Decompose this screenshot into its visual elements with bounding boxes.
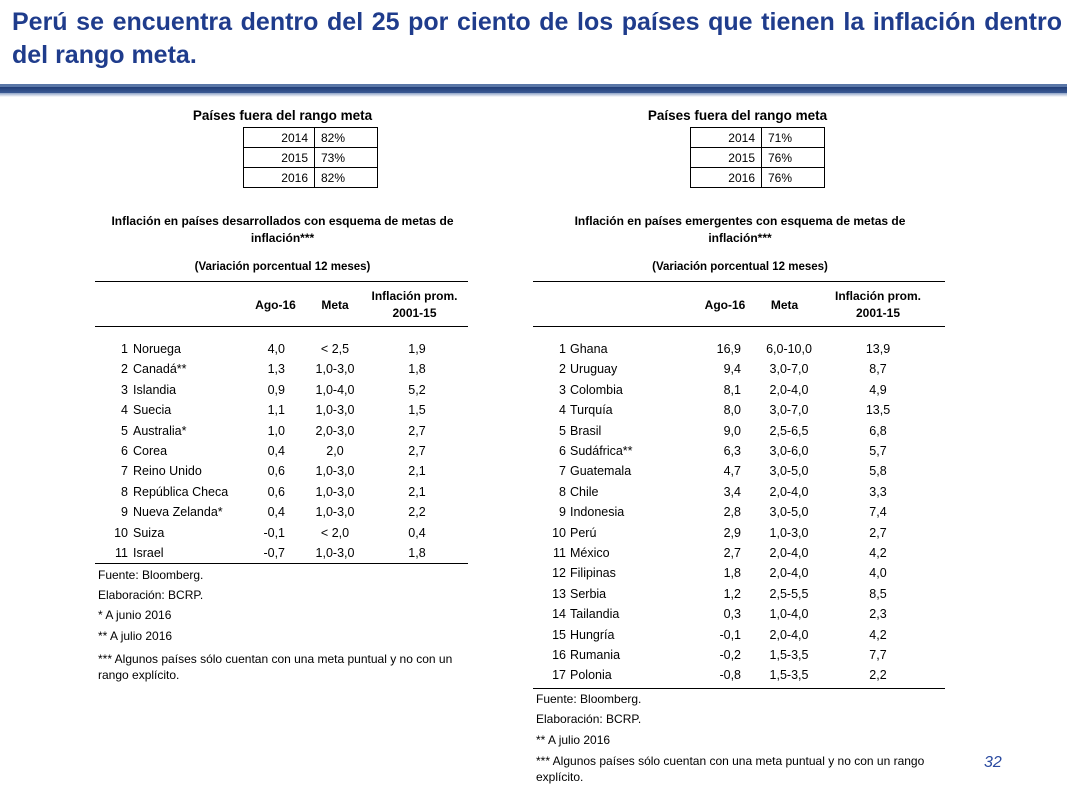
- right-note-source: Fuente: Bloomberg.: [536, 692, 642, 706]
- right-col-prom: Inflación prom. 2001-15: [834, 289, 921, 320]
- row-number: 9: [559, 505, 566, 520]
- value-inflation-avg: 2,1: [408, 464, 426, 479]
- value-ago-16: 3,4: [723, 484, 741, 499]
- left-col-ago: Ago-16: [255, 298, 296, 312]
- value-inflation-avg: 1,9: [408, 342, 426, 356]
- right-table-title: Inflación en países emergentes con esquema de metas de inflación***: [574, 214, 906, 245]
- country-name: Serbia: [570, 586, 607, 601]
- table-row: [533, 461, 945, 481]
- country-name: Colombia: [570, 382, 623, 397]
- value-ago-16: 6,3: [723, 444, 741, 458]
- value-inflation-avg: 5,7: [869, 444, 887, 458]
- country-name: Turquía: [570, 403, 613, 418]
- right-table-bottom-rule: [533, 688, 945, 689]
- value-inflation-avg: 2,3: [869, 607, 887, 622]
- value-meta: 1,0-3,0: [315, 484, 355, 499]
- stat-year: 2016: [691, 168, 762, 188]
- value-ago-16: 1,0: [267, 423, 285, 438]
- table-row: [95, 523, 468, 543]
- value-meta: 2,0-3,0: [315, 423, 355, 438]
- right-note-footnote: *** Algunos países sólo cuentan con una meta puntual y no con un rango explícito.: [536, 754, 925, 784]
- value-ago-16: 0,4: [267, 505, 285, 520]
- country-name: Polonia: [570, 668, 612, 683]
- value-ago-16: 9,4: [723, 362, 741, 377]
- country-name: Guatemala: [570, 464, 632, 479]
- value-ago-16: 4,7: [723, 464, 741, 479]
- value-ago-16: -0,8: [719, 668, 741, 683]
- value-ago-16: 8,0: [723, 403, 741, 418]
- country-name: Islandia: [133, 382, 177, 397]
- table-row: [533, 339, 945, 359]
- country-name: Suiza: [133, 525, 165, 540]
- stat-year: 2015: [691, 148, 762, 168]
- value-meta: 1,0-3,0: [315, 464, 355, 479]
- stat-year: 2015: [244, 148, 315, 168]
- table-row: [244, 128, 378, 148]
- table-row: [533, 421, 945, 441]
- value-ago-16: 16,9: [716, 342, 741, 356]
- row-number: 8: [121, 484, 128, 499]
- value-inflation-avg: 0,4: [408, 525, 426, 540]
- right-col-meta: Meta: [770, 298, 799, 312]
- value-meta: 1,5-3,5: [769, 648, 809, 662]
- table-row: [691, 128, 825, 148]
- stat-year: 2016: [244, 168, 315, 188]
- right-stat-title: Países fuera del rango meta: [647, 108, 828, 123]
- value-inflation-avg: 2,2: [869, 668, 887, 683]
- value-ago-16: 1,3: [267, 362, 285, 377]
- value-inflation-avg: 4,0: [869, 566, 887, 581]
- value-ago-16: 0,6: [267, 464, 285, 479]
- value-ago-16: 2,7: [723, 546, 741, 560]
- value-ago-16: 4,0: [267, 342, 285, 356]
- stat-year: 2014: [691, 128, 762, 148]
- value-meta: 1,0-3,0: [315, 546, 355, 560]
- country-name: Noruega: [133, 342, 181, 356]
- value-ago-16: 1,1: [267, 403, 285, 418]
- stat-percent: 71%: [762, 128, 825, 148]
- country-name: Sudáfrica**: [570, 444, 633, 458]
- row-number: 3: [121, 382, 128, 397]
- value-ago-16: -0,1: [719, 627, 741, 642]
- value-meta: 2,0-4,0: [769, 627, 809, 642]
- value-inflation-avg: 6,8: [869, 423, 887, 438]
- value-meta: 1,5-3,5: [769, 668, 809, 683]
- country-name: Nueva Zelanda*: [133, 505, 223, 520]
- value-meta: 1,0-3,0: [315, 505, 355, 520]
- country-name: México: [570, 546, 610, 560]
- left-table-subtitle: (Variación porcentual 12 meses): [194, 261, 371, 273]
- table-row: [244, 148, 378, 168]
- row-number: 6: [559, 444, 566, 458]
- table-row: [533, 359, 945, 379]
- row-number: 11: [553, 546, 566, 560]
- right-stat-table: [690, 127, 825, 188]
- value-inflation-avg: 4,9: [869, 382, 887, 397]
- value-inflation-avg: 5,8: [869, 464, 887, 479]
- table-row: [95, 400, 468, 420]
- value-meta: 2,0-4,0: [769, 484, 809, 499]
- row-number: 1: [559, 342, 566, 356]
- row-number: 7: [121, 464, 128, 479]
- country-name: Tailandia: [570, 607, 620, 622]
- stat-percent: 82%: [315, 128, 378, 148]
- right-col-ago: Ago-16: [704, 298, 746, 312]
- value-ago-16: 9,0: [723, 423, 741, 438]
- left-col-meta: Meta: [321, 298, 349, 312]
- value-ago-16: 2,9: [723, 525, 741, 540]
- value-meta: 2,5-6,5: [769, 423, 809, 438]
- table-row: [95, 543, 468, 563]
- country-name: República Checa: [133, 484, 229, 499]
- stat-year: 2014: [244, 128, 315, 148]
- value-ago-16: 2,8: [723, 505, 741, 520]
- table-row: [95, 441, 468, 461]
- table-row: [95, 461, 468, 481]
- stat-percent: 76%: [762, 148, 825, 168]
- value-meta: 3,0-5,0: [769, 464, 809, 479]
- country-name: Canadá**: [133, 362, 187, 377]
- value-inflation-avg: 5,2: [408, 382, 426, 397]
- value-ago-16: -0,7: [263, 546, 285, 560]
- table-row: [95, 421, 468, 441]
- value-meta: 1,0-3,0: [315, 362, 355, 377]
- row-number: 10: [114, 525, 128, 540]
- row-number: 3: [559, 382, 566, 397]
- value-inflation-avg: 8,7: [869, 362, 887, 377]
- value-meta: 2,0-4,0: [769, 566, 809, 581]
- value-ago-16: 0,3: [723, 607, 741, 622]
- right-note-elaboration: Elaboración: BCRP.: [536, 712, 642, 726]
- left-note-source: Fuente: Bloomberg.: [98, 568, 204, 582]
- left-note-july: ** A julio 2016: [98, 629, 173, 643]
- country-name: Corea: [133, 444, 168, 458]
- row-number: 14: [552, 607, 566, 622]
- row-number: 6: [121, 444, 128, 458]
- value-meta: 3,0-7,0: [769, 403, 809, 418]
- table-row: [533, 625, 945, 645]
- value-meta: 2,0: [326, 444, 344, 458]
- country-name: Filipinas: [570, 566, 616, 581]
- value-ago-16: -0,2: [719, 648, 741, 662]
- value-inflation-avg: 2,2: [408, 505, 426, 520]
- table-row: [533, 380, 945, 400]
- country-name: Suecia: [133, 403, 172, 418]
- right-header-rule: [533, 326, 945, 327]
- value-ago-16: 0,4: [267, 444, 285, 458]
- value-ago-16: 1,2: [723, 586, 741, 601]
- left-table-bottom-rule: [95, 563, 468, 564]
- table-row: [533, 543, 945, 563]
- row-number: 4: [121, 403, 128, 418]
- stat-percent: 73%: [315, 148, 378, 168]
- row-number: 1: [121, 342, 128, 356]
- row-number: 5: [121, 423, 128, 438]
- value-meta: 1,0-3,0: [315, 403, 355, 418]
- row-number: 15: [552, 627, 566, 642]
- country-name: Indonesia: [570, 505, 625, 520]
- table-row: [533, 441, 945, 461]
- value-inflation-avg: 1,8: [408, 546, 426, 560]
- table-row: [691, 168, 825, 188]
- left-col-prom: Inflación prom. 2001-15: [371, 289, 458, 320]
- value-meta: < 2,0: [320, 525, 350, 540]
- page-number: 32: [984, 754, 1002, 771]
- row-number: 13: [552, 586, 566, 601]
- row-number: 11: [115, 546, 128, 560]
- left-note-elaboration: Elaboración: BCRP.: [98, 588, 204, 602]
- value-inflation-avg: 4,2: [869, 627, 887, 642]
- country-name: Rumania: [570, 648, 621, 662]
- row-number: 5: [559, 423, 566, 438]
- table-row: [533, 523, 945, 543]
- value-inflation-avg: 1,8: [408, 362, 426, 377]
- header-divider-fade: [0, 93, 1067, 97]
- country-name: Reino Unido: [133, 464, 202, 479]
- country-name: Israel: [133, 546, 164, 560]
- table-row: [533, 482, 945, 502]
- table-row: [533, 563, 945, 583]
- left-stat-title: Países fuera del rango meta: [192, 108, 373, 123]
- row-number: 12: [552, 566, 566, 581]
- value-ago-16: -0,1: [263, 525, 285, 540]
- row-number: 2: [121, 362, 128, 377]
- table-row: [95, 339, 468, 359]
- left-table-title: Inflación en países desarrollados con esquema de metas de inflación***: [111, 214, 454, 245]
- value-meta: 2,0-4,0: [769, 382, 809, 397]
- right-table-top-rule: [533, 281, 945, 282]
- value-ago-16: 0,6: [267, 484, 285, 499]
- value-inflation-avg: 4,2: [869, 546, 887, 560]
- row-number: 2: [559, 362, 566, 377]
- value-ago-16: 8,1: [723, 382, 741, 397]
- country-name: Chile: [570, 484, 599, 499]
- value-meta: 3,0-5,0: [769, 505, 809, 520]
- table-row: [533, 400, 945, 420]
- table-row: [95, 380, 468, 400]
- value-inflation-avg: 7,4: [869, 505, 887, 520]
- country-name: Australia*: [133, 423, 187, 438]
- value-meta: 3,0-7,0: [769, 362, 809, 377]
- country-name: Brasil: [570, 423, 602, 438]
- country-name: Hungría: [570, 627, 615, 642]
- value-meta: 3,0-6,0: [769, 444, 809, 458]
- country-name: Perú: [570, 525, 597, 540]
- value-inflation-avg: 1,5: [408, 403, 426, 418]
- value-inflation-avg: 7,7: [869, 648, 887, 662]
- left-table-top-rule: [95, 281, 468, 282]
- value-inflation-avg: 2,7: [408, 444, 426, 458]
- right-note-july: ** A julio 2016: [536, 733, 611, 747]
- right-table-subtitle: (Variación porcentual 12 meses): [652, 261, 828, 273]
- value-meta: 6,0-10,0: [766, 342, 812, 356]
- value-inflation-avg: 13,5: [865, 403, 891, 418]
- row-number: 4: [559, 403, 566, 418]
- table-row: [244, 168, 378, 188]
- table-row: [533, 584, 945, 604]
- table-row: [691, 148, 825, 168]
- value-inflation-avg: 13,9: [865, 342, 891, 356]
- table-row: [95, 482, 468, 502]
- table-row: [533, 502, 945, 522]
- country-name: Uruguay: [570, 362, 618, 377]
- value-inflation-avg: 3,3: [869, 484, 887, 499]
- value-meta: 1,0-4,0: [769, 607, 809, 622]
- value-inflation-avg: 2,7: [869, 525, 887, 540]
- value-inflation-avg: 2,7: [408, 423, 426, 438]
- country-name: Ghana: [570, 342, 608, 356]
- row-number: 16: [552, 648, 566, 662]
- page-title: Perú se encuentra dentro del 25 por ciento de los países que tienen la inflación dentro del rango meta.: [12, 8, 1062, 69]
- stat-percent: 76%: [762, 168, 825, 188]
- value-meta: 1,0-3,0: [769, 525, 809, 540]
- left-note-footnote: *** Algunos países sólo cuentan con una meta puntual y no con un rango explícito.: [98, 652, 453, 682]
- row-number: 17: [552, 668, 566, 683]
- table-row: [95, 502, 468, 522]
- value-meta: < 2,5: [320, 342, 350, 356]
- stat-percent: 82%: [315, 168, 378, 188]
- row-number: 9: [121, 505, 128, 520]
- value-meta: 2,5-5,5: [769, 586, 809, 601]
- value-ago-16: 0,9: [267, 382, 285, 397]
- table-row: [95, 359, 468, 379]
- value-ago-16: 1,8: [723, 566, 741, 581]
- table-row: [533, 604, 945, 624]
- table-row: [533, 665, 945, 685]
- value-meta: 1,0-4,0: [315, 382, 355, 397]
- value-inflation-avg: 8,5: [869, 586, 887, 601]
- left-note-june: * A junio 2016: [98, 608, 172, 622]
- value-meta: 2,0-4,0: [769, 546, 809, 560]
- table-row: [533, 645, 945, 665]
- row-number: 7: [559, 464, 566, 479]
- value-inflation-avg: 2,1: [408, 484, 426, 499]
- row-number: 8: [559, 484, 566, 499]
- left-header-rule: [95, 326, 468, 327]
- row-number: 10: [552, 525, 566, 540]
- left-stat-table: [243, 127, 378, 188]
